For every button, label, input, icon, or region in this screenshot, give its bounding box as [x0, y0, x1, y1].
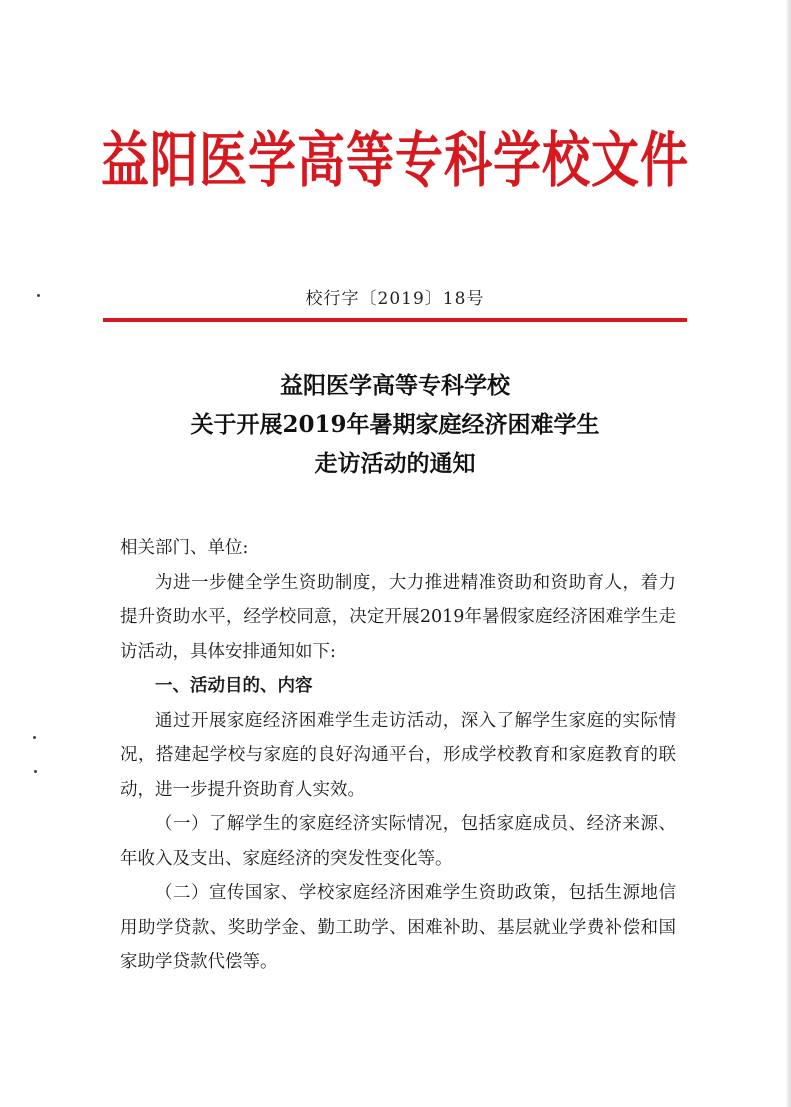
notice-body: [120, 531, 676, 980]
scan-speck: [37, 294, 40, 297]
notice-title-line-1: 益阳医学高等专科学校: [280, 372, 510, 399]
list-item-1: （一）了解学生的家庭经济实际情况，包括家庭成员、经济来源、年收入及支出、家庭经济的突发性变化等。: [120, 814, 676, 869]
section-1-paragraph: 通过开展家庭经济困难学生走访活动，深入了解学生家庭的实际情况，搭建起学校与家庭的良好沟通平台，形成学校教育和家庭教育的联动，进一步提升资助育人实效。: [120, 710, 676, 800]
notice-title-line-2: 关于开展2019年暑期家庭经济困难学生: [190, 411, 600, 438]
section-heading-1: 一、活动目的、内容: [155, 676, 313, 696]
letterhead-title: 益阳医学高等专科学校文件: [100, 125, 689, 196]
scan-speck: [33, 736, 36, 739]
notice-title-line-3: 走访活动的通知: [314, 450, 476, 477]
salutation: 相关部门、单位:: [120, 538, 249, 558]
page-edge-shadow: [785, 0, 791, 1107]
intro-paragraph: 为进一步健全学生资助制度，大力推进精准资助和资助育人，着力提升资助水平，经学校同意，决定开展2019年暑假家庭经济困难学生走访活动，具体安排通知如下:: [120, 572, 676, 662]
notice-title: [100, 366, 690, 483]
document-number: 校行字〔2019〕18号: [305, 289, 485, 309]
list-item-2: （二）宣传国家、学校家庭经济困难学生资助政策，包括生源地信用助学贷款、奖助学金、勤工助学、困难补助、基层就业学费补偿和国家助学贷款代偿等。: [120, 883, 676, 972]
letterhead-red-rule: [103, 318, 687, 322]
scan-speck: [34, 770, 37, 773]
